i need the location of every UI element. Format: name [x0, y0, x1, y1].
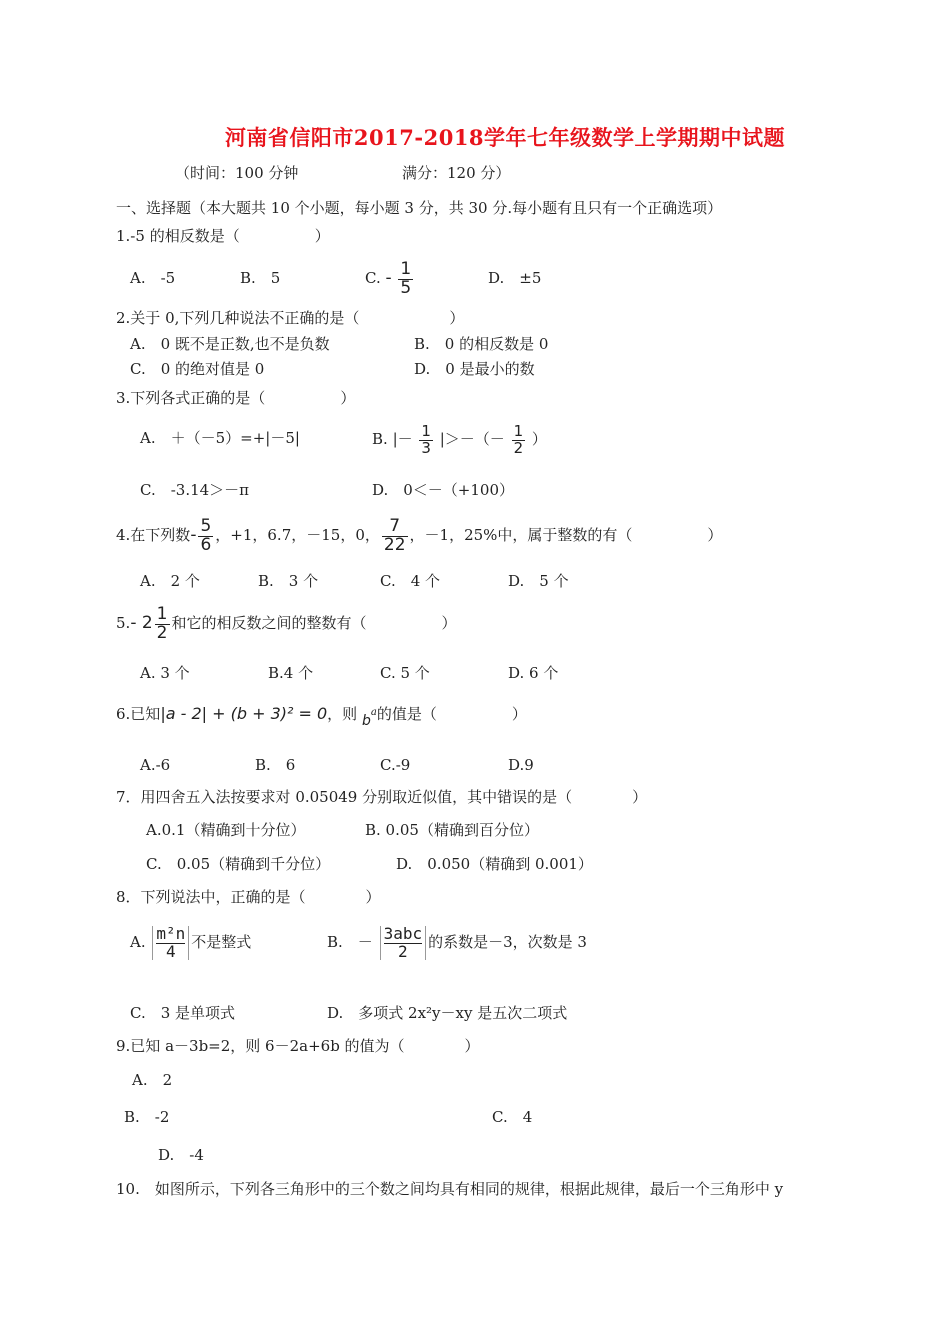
q8-option-a-label: A.	[130, 933, 146, 951]
q4-fraction-1	[198, 515, 213, 555]
q1-option-c-label: C.	[365, 269, 381, 287]
fraction-denominator: 2	[398, 941, 408, 961]
q8-option-d: D. 多项式 2x²y－xy 是五次二项式	[327, 1004, 568, 1022]
q6-option-d: D.9	[508, 756, 534, 774]
q3-option-b	[372, 416, 547, 462]
q6-option-a: A.-6	[140, 756, 171, 774]
q4-option-c: C. 4 个	[380, 572, 441, 590]
q5-option-c: C. 5 个	[380, 664, 430, 682]
fraction-denominator: 3	[421, 438, 431, 457]
fraction-numerator: 1	[513, 421, 524, 440]
q9-option-a: A. 2	[132, 1071, 173, 1089]
q3-option-b-label: B.	[372, 430, 388, 448]
fraction-numerator: 5	[200, 515, 212, 536]
q6-option-b: B. 6	[255, 756, 296, 774]
q8-option-b-text: 的系数是－3，次数是 3	[428, 933, 587, 951]
q5-suffix: 和它的相反数之间的整数有（ ）	[171, 614, 457, 632]
q5-whole: - 2	[130, 613, 153, 633]
q3-option-b-fraction-2	[512, 421, 526, 457]
exam-time: （时间：100 分钟	[175, 164, 299, 182]
q1-option-c-fraction	[398, 258, 413, 298]
q3-option-b-middle: |＞－（－	[439, 430, 505, 448]
q1-option-c-sign: -	[385, 268, 392, 288]
q7-option-d: D. 0.050（精确到 0.001）	[396, 855, 593, 873]
q2-stem: 2.关于 0,下列几种说法不正确的是（ ）	[116, 309, 465, 327]
q6-middle: ，则	[327, 705, 358, 723]
q8-option-a-fraction	[152, 923, 189, 961]
q8-option-b	[327, 920, 587, 964]
q7-stem: 7．用四舍五入法按要求对 0.05049 分别取近似值，其中错误的是（ ）	[116, 788, 648, 806]
q6-stem	[116, 698, 527, 728]
q2-option-d: D. 0 是最小的数	[414, 360, 535, 378]
q3-option-a: A. ＋（－5）=+|－5|	[140, 429, 300, 447]
q9-option-b: B. -2	[124, 1108, 170, 1126]
fraction-numerator: 1	[400, 258, 412, 279]
q3-option-d: D. 0＜－（+100）	[372, 481, 515, 499]
q1-option-a: A. -5	[130, 269, 176, 287]
q5-stem	[116, 600, 457, 646]
q6-option-c: C.-9	[380, 756, 411, 774]
q2-option-a: A. 0 既不是正数,也不是负数	[130, 335, 330, 353]
q8-option-a-text: 不是整式	[191, 933, 252, 951]
q4-fraction-2	[382, 515, 408, 555]
q1-stem: 1.-5 的相反数是（ ）	[116, 227, 330, 245]
fraction-denominator: 6	[200, 534, 212, 555]
q5-option-a: A. 3 个	[140, 664, 190, 682]
q5-option-b: B.4 个	[268, 664, 314, 682]
fraction-denominator: 22	[383, 534, 406, 555]
q9-stem: 9.已知 a－3b=2，则 6－2a+6b 的值为（ ）	[116, 1037, 480, 1055]
fraction-numerator: 3abc	[383, 923, 423, 943]
q8-option-a	[130, 920, 251, 964]
q1-option-d: D. ±5	[488, 269, 542, 287]
q4-prefix: 4.在下列数	[116, 526, 191, 544]
fraction-numerator: m²n	[156, 923, 186, 943]
page-title: 河南省信阳市2017-2018学年七年级数学上学期期中试题	[224, 125, 786, 150]
fraction-denominator: 4	[166, 941, 176, 961]
q4-option-d: D. 5 个	[508, 572, 569, 590]
q3-option-b-abs-open: |－	[392, 430, 413, 448]
q4-stem	[116, 512, 722, 558]
q9-option-c: C. 4	[492, 1108, 533, 1126]
q7-option-a: A.0.1（精确到十分位）	[146, 821, 306, 839]
q3-option-c: C. -3.14＞－π	[140, 481, 250, 499]
q8-option-b-fraction	[380, 923, 427, 961]
q7-option-c: C. 0.05（精确到千分位）	[146, 855, 331, 873]
q1-option-c	[365, 254, 415, 302]
q6-suffix: 的值是（ ）	[376, 705, 527, 723]
q8-option-b-label: B. －	[327, 933, 373, 951]
q8-stem: 8．下列说法中，正确的是（ ）	[116, 888, 381, 906]
q4-option-b: B. 3 个	[258, 572, 319, 590]
q6-expression: |a - 2| + (b + 3)² = 0	[160, 704, 328, 723]
fraction-denominator: 5	[400, 277, 412, 298]
q4-middle: ，+1，6.7，－15，0，	[215, 526, 380, 544]
q1-option-b: B. 5	[240, 269, 281, 287]
q4-option-a: A. 2 个	[140, 572, 200, 590]
q7-option-b: B. 0.05（精确到百分位）	[365, 821, 539, 839]
q5-option-d: D. 6 个	[508, 664, 559, 682]
q5-prefix: 5.	[116, 614, 131, 632]
fraction-denominator: 2	[156, 622, 168, 643]
q3-option-b-fraction-1	[419, 421, 433, 457]
fraction-numerator: 7	[382, 518, 408, 537]
q2-option-b: B. 0 的相反数是 0	[414, 335, 549, 353]
q5-fraction	[155, 603, 170, 643]
q10-stem: 10. 如图所示，下列各三角形中的三个数之间均具有相同的规律，根据此规律，最后一个三角形中 y	[116, 1180, 784, 1198]
fraction-numerator: 1	[156, 603, 168, 624]
section-heading: 一、选择题（本大题共 10 个小题，每小题 3 分，共 30 分.每小题有且只有一个正确选项）	[116, 199, 723, 217]
fraction-denominator: 2	[513, 438, 524, 457]
q6-power-exponent: a	[370, 707, 377, 718]
q2-option-c: C. 0 的绝对值是 0	[130, 360, 265, 378]
q6-prefix: 6.已知	[116, 705, 161, 723]
q8-option-c: C. 3 是单项式	[130, 1004, 236, 1022]
q4-sign: -	[190, 525, 197, 545]
q3-option-b-close: ）	[531, 430, 547, 448]
exam-score: 满分：120 分）	[402, 164, 511, 182]
q3-stem: 3.下列各式正确的是（ ）	[116, 389, 356, 407]
q4-suffix: ，－1，25%中，属于整数的有（ ）	[409, 526, 723, 544]
fraction-numerator: 1	[421, 421, 431, 440]
q6-power-base: b	[361, 713, 371, 729]
q9-option-d: D. -4	[158, 1146, 204, 1164]
